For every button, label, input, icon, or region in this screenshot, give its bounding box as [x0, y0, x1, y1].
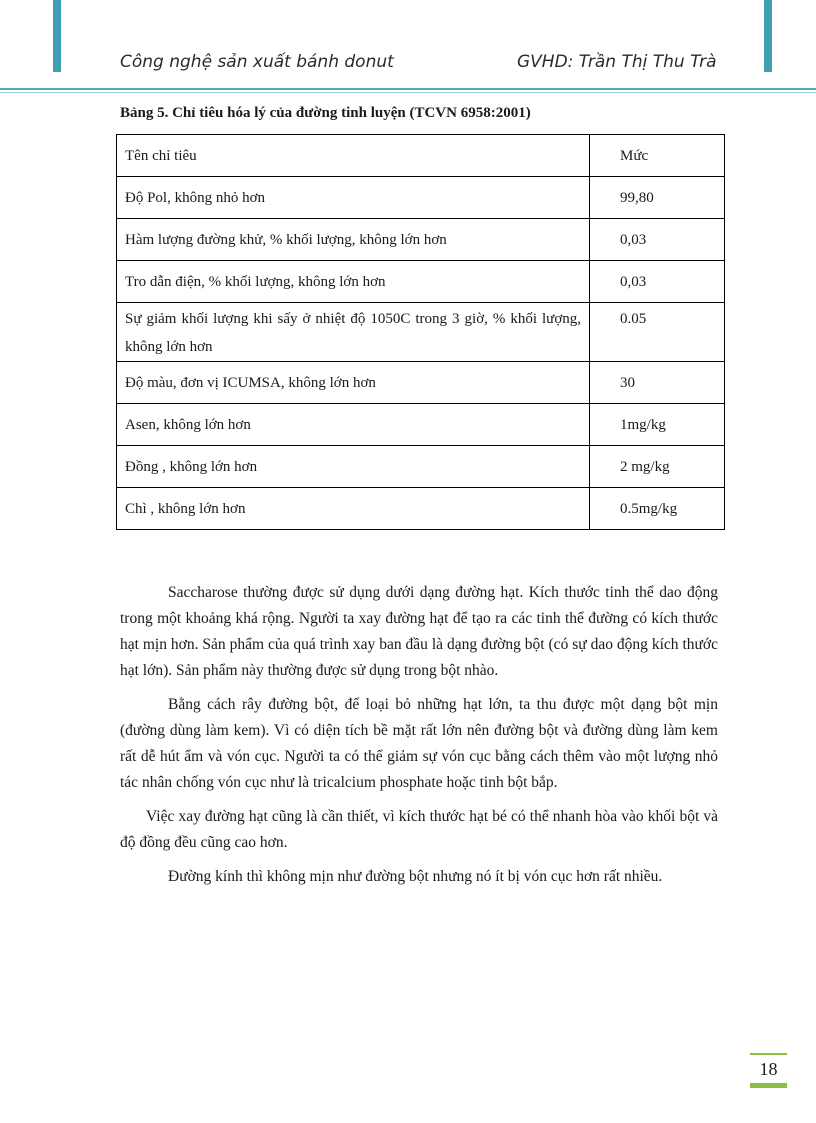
row-value: 0,03	[590, 261, 725, 303]
table-row	[117, 362, 725, 404]
row-name: Asen, không lớn hơn	[117, 404, 590, 446]
row-name: Sự giảm khối lượng khi sấy ở nhiệt độ 1050C trong 3 giờ, % khối lượng, không lớn hơn	[117, 303, 590, 362]
row-value: 30	[590, 362, 725, 404]
row-value: 0,03	[590, 219, 725, 261]
table-row	[117, 303, 725, 362]
paragraph-2: Bằng cách rây đường bột, để loại bỏ những hạt lớn, ta thu được một dạng bột mịn (đường dùng làm kem). Vì có diện tích bề mặt rất lớn nên đường bột và đường dùng làm kem rất dễ hút ẩm và vón cục. Người ta có thể giảm sự vón cục bằng cách thêm vào một lượng nhỏ tác nhân chống vón cục như là tricalcium phosphate hoặc tinh bột bắp.	[120, 696, 718, 791]
page-number-bar	[750, 1083, 787, 1088]
row-value: 99,80	[590, 177, 725, 219]
table-row	[117, 261, 725, 303]
table-row	[117, 177, 725, 219]
row-name: Đồng , không lớn hơn	[117, 446, 590, 488]
row-value: 1mg/kg	[590, 404, 725, 446]
paragraph-1: Saccharose thường được sử dụng dưới dạng đường hạt. Kích thước tinh thể dao động trong một khoảng khá rộng. Người ta xay đường hạt để tạo ra các tinh thể đường có kích thước hạt mịn hơn. Sản phẩm của quá trình xay ban đầu là dạng đường bột (có sự dao động kích thước hạt lớn). Sản phẩm này thường được sử dụng trong bột nhào.	[120, 584, 718, 679]
header-title: Công nghệ sản xuất bánh donut	[120, 52, 394, 72]
row-name: Độ Pol, không nhỏ hơn	[117, 177, 590, 219]
paragraph-3: Việc xay đường hạt cũng là cần thiết, vì kích thước hạt bé có thể nhanh hòa vào khối bột và độ đồng đều cũng cao hơn.	[120, 808, 718, 851]
table-row	[117, 446, 725, 488]
header-left-bar	[53, 0, 61, 72]
table-row	[117, 219, 725, 261]
column-header-value: Mức	[590, 135, 725, 177]
row-value: 0.5mg/kg	[590, 488, 725, 530]
header-rule-thin	[0, 92, 816, 93]
row-name: Độ màu, đơn vị ICUMSA, không lớn hơn	[117, 362, 590, 404]
table-header-row	[117, 135, 725, 177]
body-text	[120, 580, 718, 898]
row-value: 0.05	[590, 303, 725, 362]
spec-table	[116, 134, 725, 530]
page-number-rule	[750, 1053, 787, 1055]
table-row	[117, 488, 725, 530]
header-supervisor: GVHD: Trần Thị Thu Trà	[517, 52, 717, 72]
row-value: 2 mg/kg	[590, 446, 725, 488]
row-name: Hàm lượng đường khử, % khối lượng, không lớn hơn	[117, 219, 590, 261]
table-caption: Bảng 5. Chỉ tiêu hóa lý của đường tinh luyện (TCVN 6958:2001)	[120, 105, 531, 121]
table-row	[117, 404, 725, 446]
row-name: Chì , không lớn hơn	[117, 488, 590, 530]
row-name: Tro dẫn điện, % khối lượng, không lớn hơn	[117, 261, 590, 303]
header-right-bar	[764, 0, 772, 72]
column-header-name: Tên chỉ tiêu	[117, 135, 590, 177]
paragraph-4: Đường kính thì không mịn như đường bột nhưng nó ít bị vón cục hơn rất nhiều.	[168, 868, 663, 885]
page-number: 18	[759, 1059, 778, 1079]
header-rule	[0, 88, 816, 90]
